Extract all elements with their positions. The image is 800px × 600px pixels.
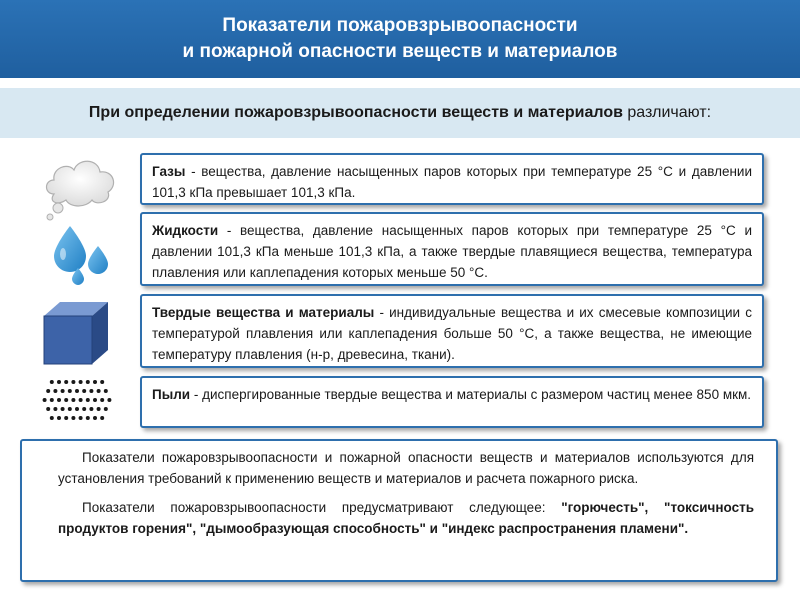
summary-lead: Показатели пожаровзрывоопасности предусматривают следующее: (82, 500, 562, 515)
subheader-bold: При определении пожаровзрывоопасности веществ и материалов (88, 104, 623, 121)
dust-dot (79, 416, 83, 420)
dust-dot (93, 416, 97, 420)
dust-dot (79, 398, 83, 402)
dust-dot (64, 380, 68, 384)
dust-dot (68, 389, 72, 393)
dust-dot (50, 398, 54, 402)
category-text: - диспергированные твердые вещества и материалы с размером частиц менее 850 мкм. (190, 387, 752, 402)
droplets-icon (48, 222, 118, 286)
dust-dot (46, 407, 50, 411)
category-term: Твердые вещества и материалы (152, 305, 375, 320)
dust-dot (97, 389, 101, 393)
category-term: Газы (152, 164, 186, 179)
category-box-solids (140, 294, 764, 368)
dust-dot (75, 407, 79, 411)
dust-dot (89, 389, 93, 393)
dust-dot (71, 398, 75, 402)
dust-dot (68, 407, 72, 411)
dust-dot (89, 407, 93, 411)
dust-dot (71, 380, 75, 384)
dust-dot (50, 380, 54, 384)
dust-dot (64, 416, 68, 420)
category-box-gases (140, 153, 764, 205)
summary-paragraph-2 (58, 497, 754, 539)
dust-dot (93, 380, 97, 384)
dust-dot (82, 389, 86, 393)
dust-dot (86, 380, 90, 384)
dust-dot (71, 416, 75, 420)
dust-dot (46, 389, 50, 393)
dust-dot (53, 407, 57, 411)
cloud-icon (40, 150, 120, 222)
dust-dot (97, 407, 101, 411)
category-box-dusts (140, 376, 764, 428)
dust-dot (57, 398, 61, 402)
dust-dot (53, 389, 57, 393)
dust-dot (64, 398, 68, 402)
dust-dot (75, 389, 79, 393)
category-term: Жидкости (152, 223, 219, 238)
dust-dot (104, 389, 108, 393)
category-text: - индивидуальные вещества и их смесевые композиции с температурой плавления или каплепадения больше 50 °С, а также вещества, не имеющие температуру плавления (н-р, древесина, ткани). (152, 305, 752, 362)
dust-dot (86, 398, 90, 402)
dust-dot (86, 416, 90, 420)
summary-indicators: "горючесть", "токсичность продуктов горения", "дымообразующая способность" и "индекс распространения пламени". (58, 500, 754, 536)
dust-dot (82, 407, 86, 411)
subheader (0, 88, 800, 138)
dust-dot (79, 380, 83, 384)
dust-dot (100, 416, 104, 420)
dust-dot (100, 398, 104, 402)
cube-icon (38, 298, 114, 368)
dust-dot (104, 407, 108, 411)
category-term: Пыли (152, 387, 191, 402)
summary-paragraph-1: Показатели пожаровзрывоопасности и пожарной опасности веществ и материалов используются для установления требований к применению веществ и материалов и расчета пожарного риска. (58, 450, 754, 486)
dust-dot (43, 398, 47, 402)
header-title-line2: и пожарной опасности веществ и материалов (182, 41, 618, 62)
category-text: - вещества, давление насыщенных паров которых при температуре 25 °С и давлении 101,3 кПа меньше 101,3 кПа, а также твердые плавящиеся вещества, температура плавления или каплепадения которых меньше 50 °С. (152, 223, 752, 280)
dust-dot (107, 398, 111, 402)
dust-dot (93, 398, 97, 402)
category-text: - вещества, давление насыщенных паров которых при температуре 25 °С и давлении 101,3 кПа превышает 101,3 кПа. (152, 164, 752, 200)
dust-dot (61, 389, 65, 393)
category-box-liquids (140, 212, 764, 286)
dust-dot (57, 416, 61, 420)
dust-dot (100, 380, 104, 384)
dust-dot (61, 407, 65, 411)
header-title-line1: Показатели пожаровзрывоопасности (222, 15, 578, 36)
dust-dot (57, 380, 61, 384)
dust-dot (50, 416, 54, 420)
subheader-rest: различают: (622, 104, 712, 121)
page-header (0, 0, 800, 78)
summary-box (20, 439, 778, 582)
dust-icon (42, 376, 112, 426)
